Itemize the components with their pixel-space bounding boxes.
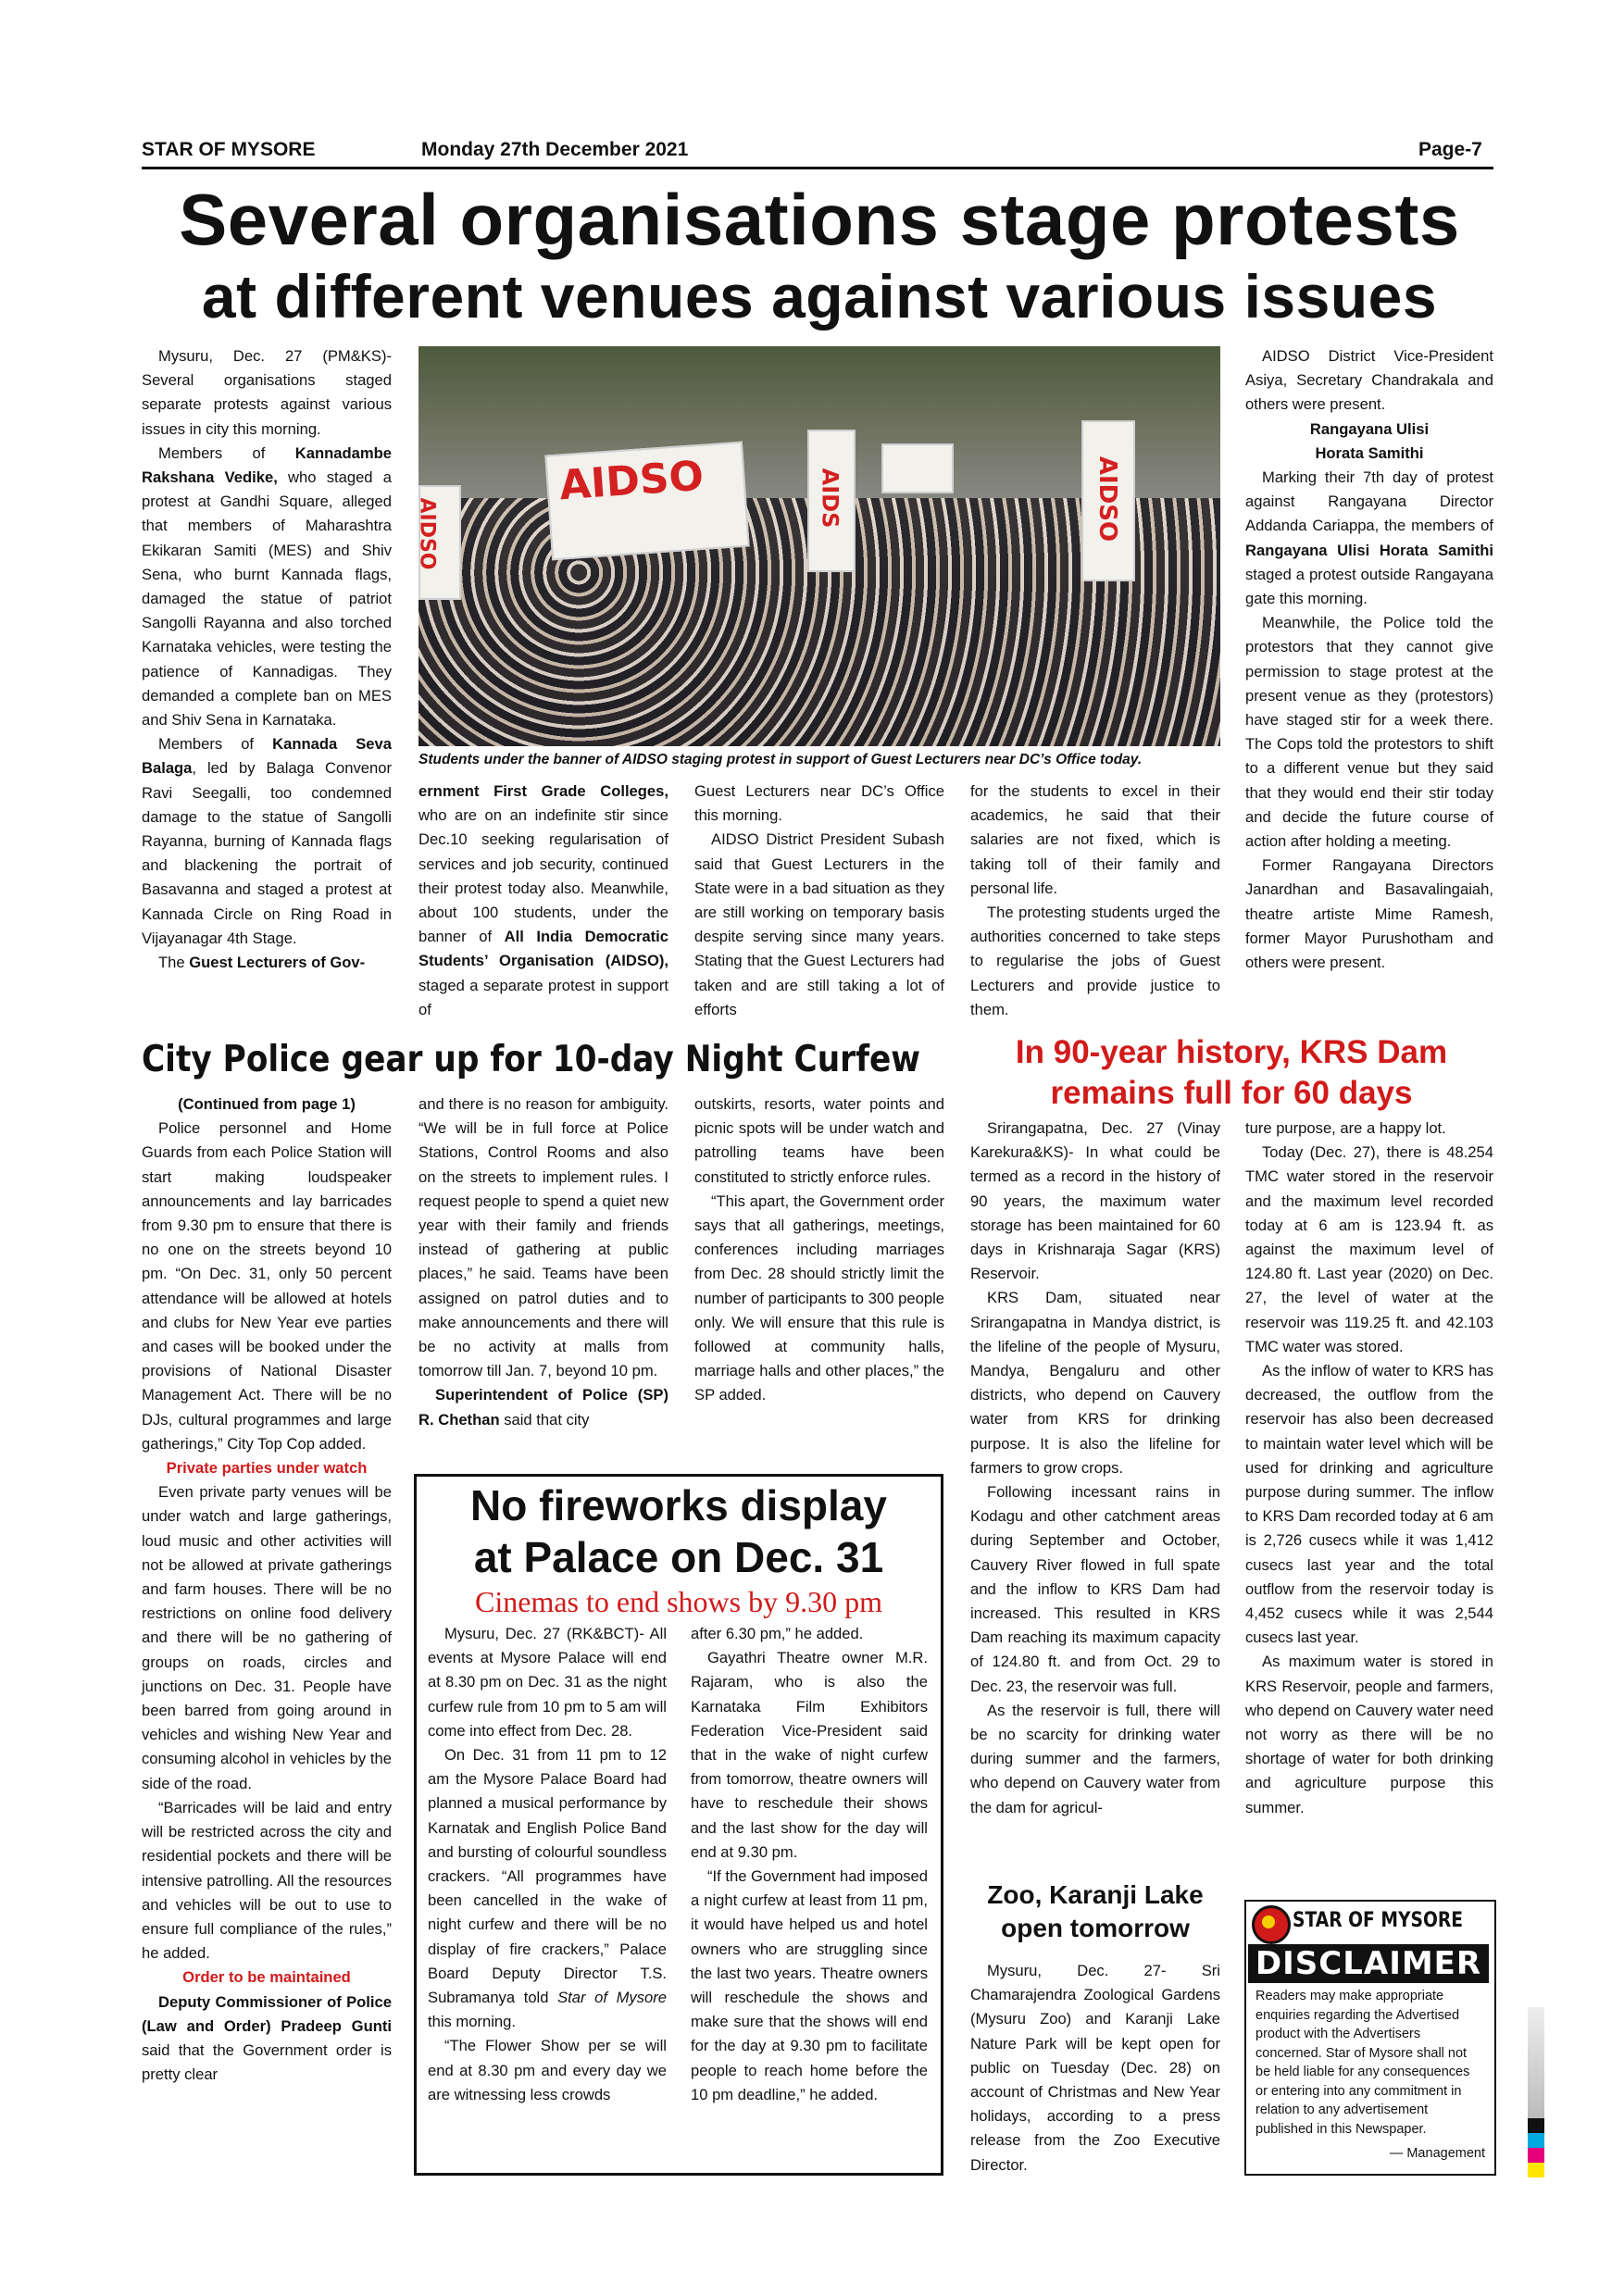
lead-column-5 xyxy=(1245,344,1493,975)
lead-col1-para: Mysuru, Dec. 27 (PM&KS)- Several organisations staged separate protests against various issues in city this morning. xyxy=(142,347,392,438)
zoo-headline-line1: Zoo, Karanji Lake xyxy=(987,1880,1204,1909)
photo-banner-text: AIDS xyxy=(817,468,843,529)
masthead-rule xyxy=(142,167,1493,169)
lead-col3-para: AIDSO District President Subash said that Guest Lecturers in the State were in a bad situation as they are still working on temporary basis despite serving since many years. Stating that the Guest Lecturers had taken and are still taking a lot of efforts xyxy=(694,830,944,1018)
lead-col5-subhead: Horata Samithi xyxy=(1315,443,1424,462)
lead-col3-para: Guest Lecturers near DC’s Office this morning. xyxy=(694,782,944,825)
krs-col2-para: Today (Dec. 27), there is 48.254 TMC water stored in the reservoir and the maximum level recorded today at 6 am is 123.94 ft. as against the maximum level of 124.80 ft. Last year (2020) on Dec. 27, the level of water at the reservoir was 119.25 ft. and 42.103 TMC water was stored. xyxy=(1245,1143,1493,1355)
registration-gray-strip xyxy=(1528,2007,1544,2118)
fireworks-column-2 xyxy=(691,1622,928,2107)
fireworks-subhead: Cinemas to end shows by 9.30 pm xyxy=(475,1585,882,1618)
krs-col2-para: As the inflow of water to KRS has decreased, the outflow from the reservoir has also been decreased to maintain water level which will be used for drinking and agriculture purpose during summer. The inflow to KRS Dam recorded today at 6 am is 2,726 cusecs while it was 1,412 cusecs last year and the total outflow from the reservoir today is 4,452 cusecs while it was 2,544 cusecs last year. xyxy=(1245,1362,1493,1647)
photo-banner-text: AIDSO xyxy=(1093,455,1122,543)
lead-column-3 xyxy=(694,780,944,1022)
krs-col1-para: KRS Dam, situated near Srirangapatna in Mandya district, is the lifeline of the people of Mysuru, Mandya, Bengaluru and other districts, who depend on Cauvery water from KRS for drinking purpose. It is also the lifeline for farmers to grow crops. xyxy=(970,1289,1220,1477)
photo-placard xyxy=(881,443,954,493)
curfew-continued: (Continued from page 1) xyxy=(178,1095,356,1113)
lead-col5-subhead: Rangayana Ulisi xyxy=(1309,419,1430,438)
curfew-column-2 xyxy=(418,1092,668,1432)
curfew-col3-para: outskirts, resorts, water points and picnic spots will be under watch and patrolling teams have been constituted to strictly enforce rules. xyxy=(694,1095,944,1186)
lead-col5-para: AIDSO District Vice-President Asiya, Secretary Chandrakala and others were present. xyxy=(1245,347,1493,414)
krs-col2-para: As maximum water is stored in KRS Reservoir, people and farmers, who depend on Cauvery water need not worry as there will be no shortage of water for both drinking and agriculture purpose this summer. xyxy=(1245,1653,1493,1816)
zoo-headline-line2: open tomorrow xyxy=(1001,1914,1190,1942)
lead-headline-line1: Several organisations stage protests xyxy=(179,179,1460,260)
lead-col1-para: Members of Kannadambe Rakshana Vedike, who staged a protest at Gandhi Square, alleged that members of Maharashtra Ekikaran Samiti (MES) and Shiv Sena, who burnt Kannada flags, damaged the statue of patriot Sangolli Rayanna and also torched Karnataka vehicles, were testing the patience of Kannadigas. They demanded a complete ban on MES and Shiv Sena in Karnataka. xyxy=(142,443,392,730)
protest-photo xyxy=(415,346,1220,746)
curfew-subhead-order: Order to be maintained xyxy=(182,1968,351,1987)
lead-headline-line2: at different venues against various issues xyxy=(201,262,1438,331)
curfew-subhead-private: Private parties under watch xyxy=(166,1459,368,1478)
curfew-column-1 xyxy=(142,1092,392,2087)
lead-column-4 xyxy=(970,780,1220,1022)
page-number: Page-7 xyxy=(1418,139,1482,160)
fireworks-column-1 xyxy=(428,1622,667,2107)
curfew-column-3 xyxy=(694,1092,944,1408)
fireworks-col1-para: On Dec. 31 from 11 pm to 12 am the Mysore Palace Board had planned a musical performance by Karnatak and English Police Band and bursting of colourful soundless crackers. “All programmes have been cancelled in the wake of night curfew and there will be no display of fire crackers,” Palace Board Deputy Director T.S. Subramanya told Star of Mysore this morning. xyxy=(428,1746,667,2031)
lead-col5-para: Marking their 7th day of protest against Rangayana Director Addanda Cariappa, the members of Rangayana Ulisi Horata Samithi staged a protest outside Rangayana gate this morning. xyxy=(1245,468,1493,608)
registration-mark-magenta xyxy=(1528,2148,1544,2163)
photo-banner-text: AIDSO xyxy=(415,497,439,570)
krs-column-2 xyxy=(1245,1117,1493,1820)
zoo-para: Mysuru, Dec. 27- Sri Chamarajendra Zoological Gardens (Mysuru Zoo) and Karanji Lake Nature Park will be kept open for public on Tuesday (Dec. 28) on account of Christmas and New Year holidays, according to a press release from the Zoo Executive Director. xyxy=(970,1962,1220,2174)
lead-column-1 xyxy=(142,344,392,975)
curfew-col1-para: “Barricades will be laid and entry will be restricted across the city and residential pockets and there will be intensive patrolling. All the resources and vehicles will be out to use to ensure full compliance of the rules,” he added. xyxy=(142,1798,392,1963)
logo-emblem xyxy=(1262,1915,1275,1928)
lead-column-2 xyxy=(418,780,668,1022)
issue-date: Monday 27th December 2021 xyxy=(421,139,689,160)
disclaimer-signoff: — Management xyxy=(1389,2146,1485,2161)
fireworks-col1-para: Mysuru, Dec. 27 (RK&BCT)- All events at Mysore Palace will end at 8.30 pm on Dec. 31 as the night curfew rule from 10 pm to 5 am will come into effect from Dec. 28. xyxy=(428,1625,667,1740)
lead-col4-para: The protesting students urged the authorities concerned to take steps to regularise the jobs of Guest Lecturers and provide justice to them. xyxy=(970,904,1220,1018)
disclaimer-body: Readers may make appropriate enquiries regarding the Advertised product with the Advertisers concerned. Star of Mysore shall not be held liable for any consequences or entering into any commitment in relation to any advertisement published in this Newspaper. xyxy=(1255,1989,1470,2137)
disclaimer-title: DISCLAIMER xyxy=(1248,1944,1489,1983)
curfew-col3-para: “This apart, the Government order says that all gatherings, meetings, conferences including marriages from Dec. 28 should strictly limit the number of participants to 300 people only. We will ensure that this rule is followed at community halls, marriage halls and other places,” the SP added. xyxy=(694,1192,944,1404)
photo-caption: Students under the banner of AIDSO staging protest in support of Guest Lecturers near DC’s Office today. xyxy=(418,752,1143,767)
lead-col4-para: for the students to excel in their academics, he said that their salaries are not fixed, which is taking toll of their family and personal life. xyxy=(970,782,1220,897)
krs-headline-line1: In 90-year history, KRS Dam xyxy=(1015,1034,1448,1070)
registration-mark-cyan xyxy=(1528,2133,1544,2148)
lead-col5-para: Meanwhile, the Police told the protestors that they cannot give permission to stage protest at the present venue as they (protestors) have staged stir for a week there. The Cops told the protestors to shift to a different venue but they said that they would end their stir today and decide the future course of action after holding a meeting. xyxy=(1245,614,1493,851)
krs-column-1 xyxy=(970,1117,1220,1820)
lead-col1-para: The Guest Lecturers of Gov- xyxy=(158,954,366,972)
fireworks-col2-para: “If the Government had imposed a night curfew at least from 11 pm, it would have helped us and hotel owners who are struggling since the last two years. Theatre owners will reschedule the shows and make sure that the shows will end for the day at 9.30 pm to facilitate people to reach home before the 10 pm deadline,” he added. xyxy=(691,1867,928,2103)
lead-col1-para: Members of Kannada Seva Balaga, led by Balaga Convenor Ravi Seegalli, too condemned damage to the statue of Sangolli Rayanna, burning of Kannada flags and blackening the portrait of Basavanna and staged a protest at Kannada Circle on Ring Road in Vijayanagar 4th Stage. xyxy=(142,735,392,947)
curfew-col1-para: Police personnel and Home Guards from each Police Station will start making loudspeaker announcements and lay barricades from 9.30 pm to ensure that there is no one on the streets beyond 10 pm. “On Dec. 31, only 50 percent attendance will be allowed at hotels and clubs for New Year eve parties and cases will be booked under the provisions of National Disaster Management Act. There will be no DJs, cultural programmes and large gatherings,” City Top Cop added. xyxy=(142,1119,392,1453)
registration-mark-yellow xyxy=(1528,2163,1544,2177)
fireworks-headline-line2: at Palace on Dec. 31 xyxy=(473,1533,884,1581)
fireworks-col2-para: after 6.30 pm,” he added. xyxy=(691,1625,864,1642)
fireworks-col1-para: “The Flower Show per se will end at 8.30 pm and every day we are witnessing less crowds xyxy=(428,2037,667,2103)
photo-banner-text: AIDSO xyxy=(557,452,706,510)
disclaimer-logo-text: STAR OF MYSORE xyxy=(1293,1909,1464,1932)
curfew-col1-para: Deputy Commissioner of Police (Law and Order) Pradeep Gunti said that the Government order is pretty clear xyxy=(142,1992,392,2084)
krs-col1-para: Following incessant rains in Kodagu and other catchment areas during September and October, Cauvery River flowed in full spate and the inflow to KRS Dam had increased. This resulted in KRS Dam reaching its maximum capacity of 124.80 ft. and from Oct. 29 to Dec. 23, the reservoir was full. xyxy=(970,1483,1220,1695)
krs-col1-para: As the reservoir is full, there will be no scarcity for drinking water during summer and the farmers, who depend on Cauvery water from the dam for agricul- xyxy=(970,1701,1220,1816)
curfew-headline: City Police gear up for 10-day Night Curfew xyxy=(142,1039,921,1080)
curfew-col1-para: Even private party venues will be under watch and large gatherings, loud music and other activities will not be allowed at private gatherings and farm houses. There will be no restrictions on online food delivery and there will be no gathering of groups on roads, circles and junctions on Dec. 31. People have been barred from going around in vehicles and wishing New Year and consuming alcohol in vehicles by the side of the road. xyxy=(142,1483,392,1792)
fireworks-headline-line1: No fireworks display xyxy=(470,1481,887,1529)
star-of-mysore-logo xyxy=(1252,1905,1291,1944)
krs-col2-para: ture purpose, are a happy lot. xyxy=(1245,1119,1446,1137)
registration-mark-black xyxy=(1528,2118,1544,2133)
curfew-col2-para: Superintendent of Police (SP) R. Chethan said that city xyxy=(418,1386,668,1429)
paper-name: STAR OF MYSORE xyxy=(142,139,316,160)
lead-col2-para: ernment First Grade Colleges, who are on an indefinite stir since Dec.10 seeking regularisation of services and job security, continued their protest today also. Meanwhile, about 100 students, under the banner of All India Democratic Students’ Organisation (AIDSO), staged a separate protest in support of xyxy=(418,782,669,1018)
zoo-body xyxy=(970,1959,1220,2177)
lead-col5-para: Former Rangayana Directors Janardhan and Basavalingaiah, theatre artiste Mime Ramesh, former Mayor Purushotham and others were present. xyxy=(1245,856,1493,972)
krs-col1-para: Srirangapatna, Dec. 27 (Vinay Karekura&KS)- In what could be termed as a record in the history of 90 years, the maximum water storage has been maintained for 60 days in Krishnaraja Sagar (KRS) Reservoir. xyxy=(970,1119,1220,1283)
fireworks-col2-para: Gayathri Theatre owner M.R. Rajaram, who is also the Karnataka Film Exhibitors Federation Vice-President said that in the wake of night curfew from tomorrow, theatre owners will have to reschedule their shows and the last show for the day will end at 9.30 pm. xyxy=(691,1649,928,1861)
curfew-col2-para: and there is no reason for ambiguity. “We will be in full force at Police Stations, Control Rooms and also on the streets to implement rules. I request people to spend a quiet new year with their family and friends instead of gathering at public places,” he said. Teams have been assigned on patrol duties and to make announcements and there will be no activity at malls from tomorrow till Jan. 7, beyond 10 pm. xyxy=(418,1095,668,1380)
krs-headline-line2: remains full for 60 days xyxy=(1050,1075,1413,1111)
